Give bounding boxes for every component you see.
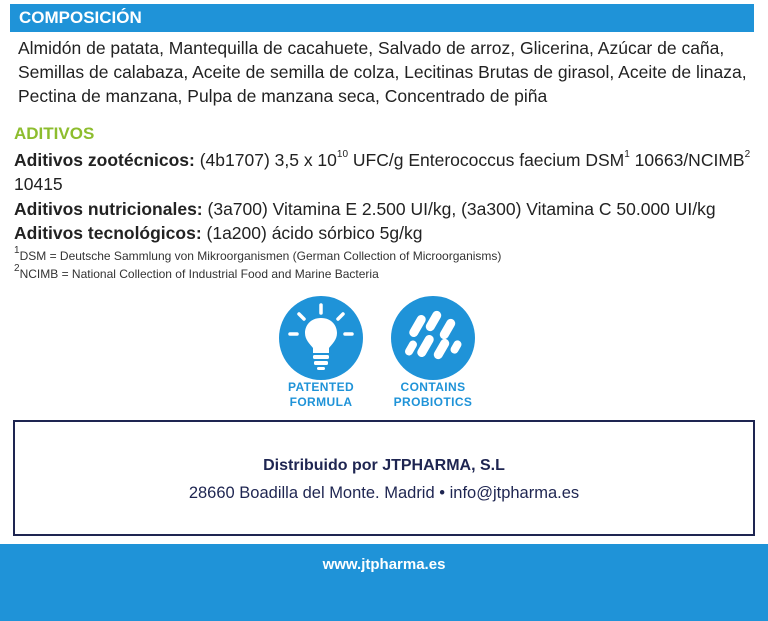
footnote-ncimb-text: NCIMB = National Collection of Industrial Food and Marine Bacteria	[19, 267, 379, 281]
patented-formula-label	[261, 380, 381, 410]
contains-probiotics-line1: CONTAINS	[400, 380, 466, 394]
composicion-text: Almidón de patata, Mantequilla de cacahuete, Salvado de arroz, Glicerina, Azúcar de caña, Semillas de calabaza, Aceite de semilla de colza, Lecitinas Brutas de girasol, Aceite de linaza, Pectina de manzana, Pulpa de manzana seca, Concentrado de piña	[18, 38, 747, 106]
zootecnicos-sup1: 1	[624, 149, 630, 161]
aditivos-nutricionales	[14, 198, 716, 220]
probiotics-icon	[391, 296, 475, 380]
zootecnicos-part3: 10663/NCIMB	[629, 150, 745, 170]
contains-probiotics-label	[373, 380, 493, 410]
aditivos-title: ADITIVOS	[14, 124, 95, 143]
aditivos-zootecnicos	[14, 149, 750, 171]
composicion-title: COMPOSICIÓN	[19, 8, 142, 27]
footnote-dsm-text: DSM = Deutsche Sammlung von Mikroorganismen (German Collection of Microorganisms)	[19, 249, 502, 263]
zootecnicos-continuation: 10415	[14, 174, 63, 194]
aditivos-tecnologicos	[14, 222, 422, 244]
distributor-box	[13, 420, 755, 536]
zootecnicos-part1: (4b1707) 3,5 x 10	[194, 150, 337, 170]
nutricionales-label: Aditivos nutricionales:	[14, 199, 203, 219]
patented-formula-line2: FORMULA	[289, 395, 353, 409]
tecnologicos-text: (1a200) ácido sórbico 5g/kg	[201, 223, 423, 243]
tecnologicos-label: Aditivos tecnológicos:	[14, 223, 202, 243]
zootecnicos-part2: UFC/g Enterococcus faecium DSM	[348, 150, 625, 170]
footnote-ncimb-sup: 2	[14, 263, 20, 274]
footnote-dsm	[14, 245, 502, 263]
website-link[interactable]: www.jtpharma.es	[322, 556, 446, 573]
patented-formula-line1: PATENTED	[287, 380, 355, 394]
nutricionales-text: (3a700) Vitamina E 2.500 UI/kg, (3a300) Vitamina C 50.000 UI/kg	[202, 199, 716, 219]
contains-probiotics-line2: PROBIOTICS	[393, 395, 473, 409]
zootecnicos-label: Aditivos zootécnicos:	[14, 150, 195, 170]
footnote-dsm-sup: 1	[14, 245, 20, 256]
footer-bar	[0, 544, 768, 621]
patented-formula-badge	[279, 296, 363, 380]
zootecnicos-exponent: 10	[336, 149, 349, 161]
contains-probiotics-badge	[391, 296, 475, 380]
distributor-name: Distribuido por JTPHARMA, S.L	[263, 457, 505, 474]
footnote-ncimb	[14, 263, 379, 281]
lightbulb-icon	[279, 296, 363, 380]
composicion-header	[10, 4, 754, 32]
distributor-address: 28660 Boadilla del Monte. Madrid • info@jtpharma.es	[188, 484, 580, 502]
zootecnicos-sup2: 2	[744, 149, 751, 161]
